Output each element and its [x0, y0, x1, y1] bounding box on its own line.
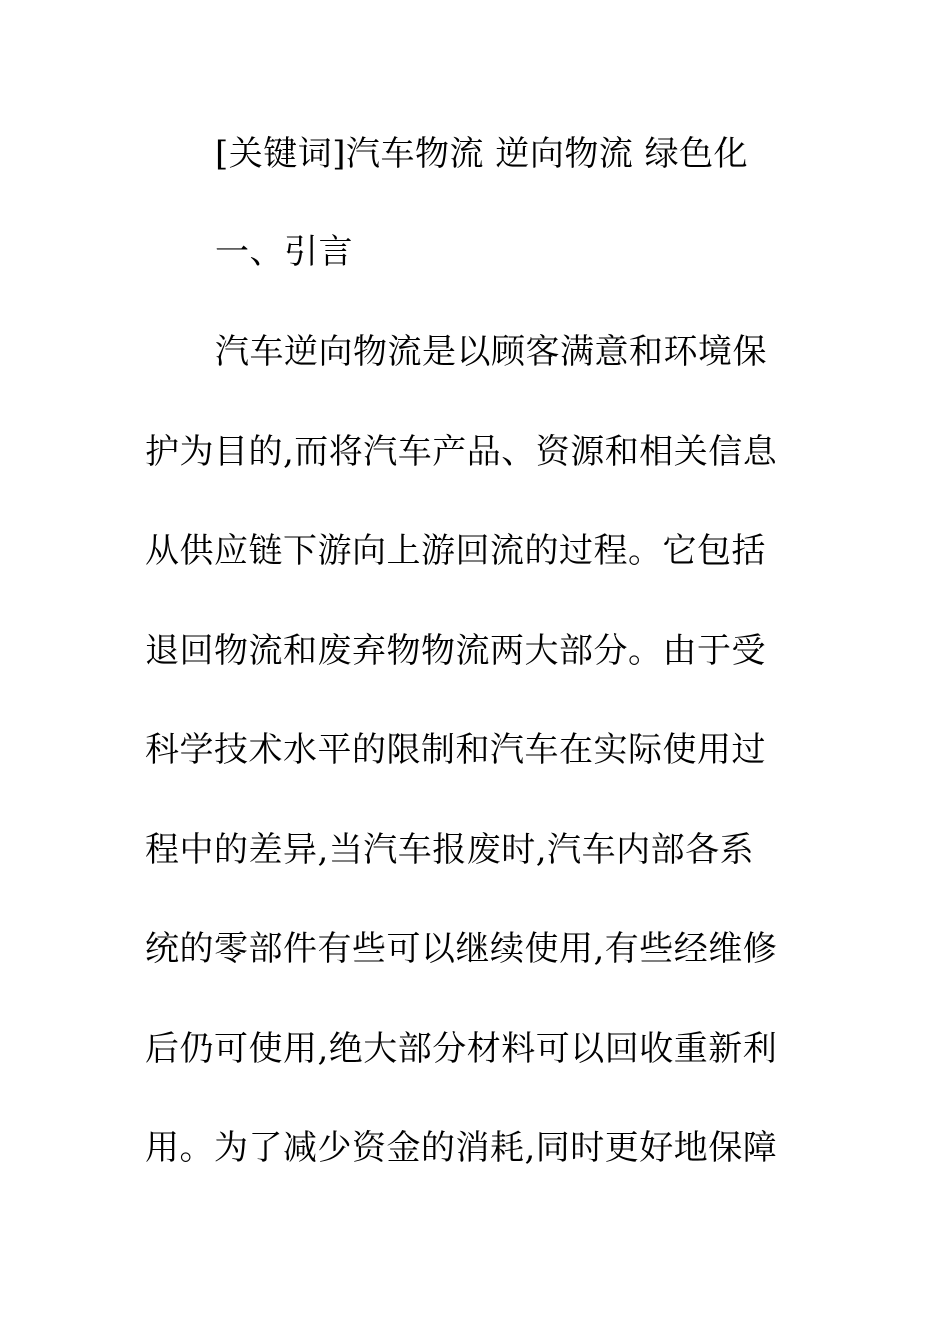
paragraph-line: 用。为了减少资金的消耗,同时更好地保障 — [145, 1128, 778, 1168]
paragraph-line: 汽车逆向物流是以顾客满意和环境保 — [215, 332, 767, 372]
paragraph-line: 程中的差异,当汽车报废时,汽车内部各系 — [145, 830, 755, 870]
paragraph-line: 从供应链下游向上游回流的过程。它包括 — [145, 531, 766, 571]
keywords-line: [关键词]汽车物流 逆向物流 绿色化 — [215, 134, 749, 174]
paragraph-line: 统的零部件有些可以继续使用,有些经维修 — [145, 929, 778, 969]
paragraph-line: 科学技术水平的限制和汽车在实际使用过 — [145, 730, 766, 770]
section-heading: 一、引言 — [215, 232, 353, 272]
paragraph-line: 护为目的,而将汽车产品、资源和相关信息 — [145, 432, 778, 472]
paragraph-line: 退回物流和废弃物物流两大部分。由于受 — [145, 631, 766, 671]
paragraph-line: 后仍可使用,绝大部分材料可以回收重新利 — [145, 1029, 778, 1069]
